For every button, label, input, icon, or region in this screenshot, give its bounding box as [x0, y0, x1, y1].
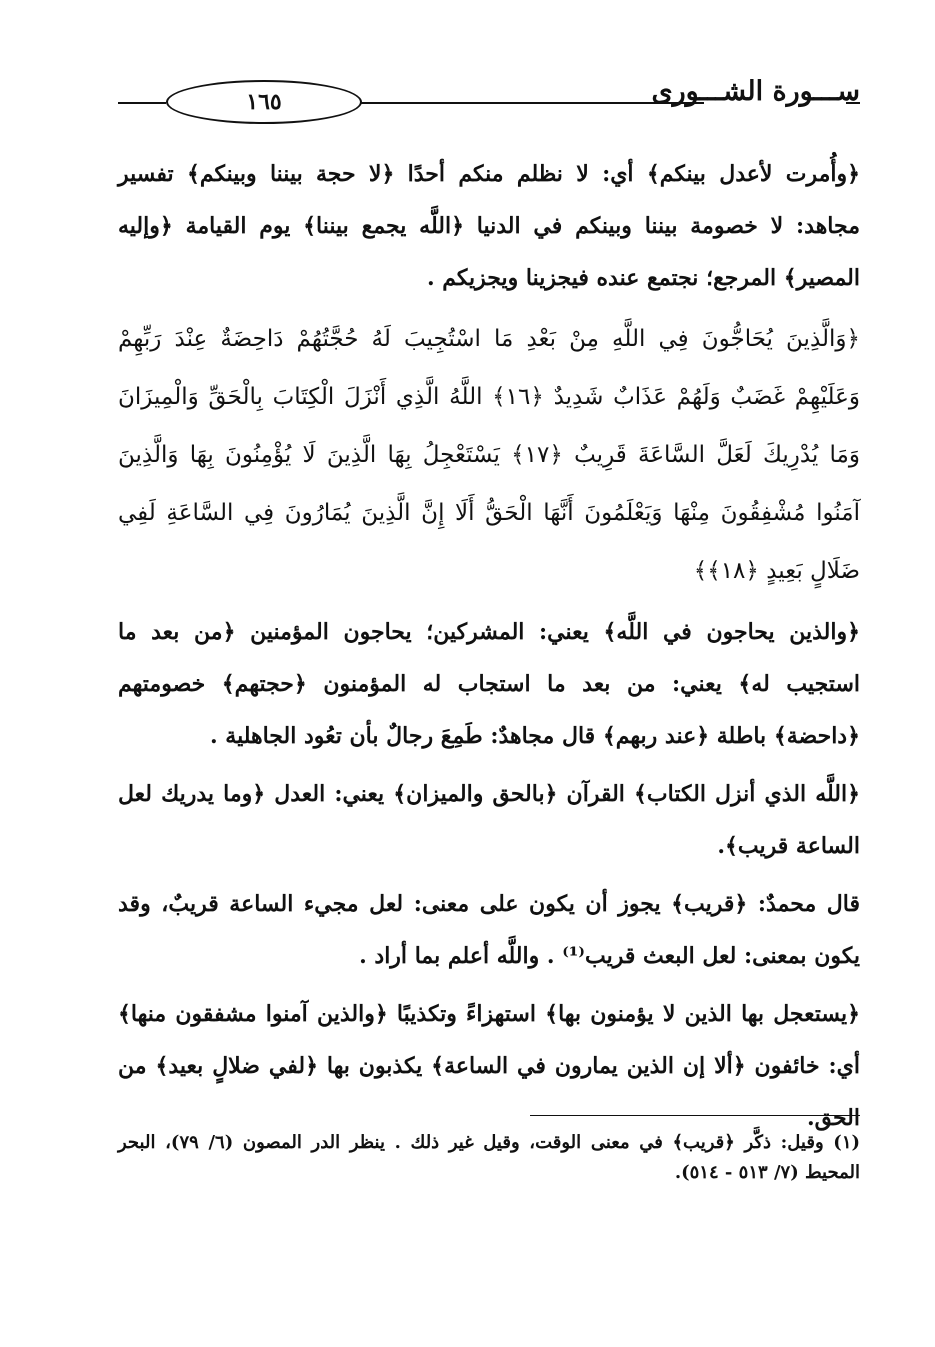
paragraph-commentary-5: ﴿يستعجل بها الذين لا يؤمنون بها﴾ استهزاءً وتكذيبًا ﴿والذين آمنوا مشفقون منها﴾ أي: خائفون ﴿ألا إن الذين يمارون في الساعة﴾ يكذبون بها ﴿لفي ضلالٍ بعيد﴾ من الحق. — [118, 1001, 860, 1131]
surah-title: ســـورة الشـــورى — [651, 76, 860, 107]
paragraph-commentary-2: ﴿والذين يحاجون في اللَّه﴾ يعني: المشركين؛ يحاجون المؤمنين ﴿من بعد ما استجيب له﴾ يعني: من بعد ما استجاب له المؤمنون ﴿حجتهم﴾ خصومتهم ﴿داحضة﴾ باطلة ﴿عند ربهم﴾ قال مجاهدٌ: طَمِعَ رجالٌ بأن تعُود الجاهلية . — [118, 619, 860, 749]
paragraph-commentary-4: قال محمدٌ: ﴿قريب﴾ يجوز أن يكون على معنى: لعل مجيء الساعة قريبٌ، وقد يكون بمعنى: لعل البعث قريب⁽¹⁾ . واللَّه أعلم بما أراد . — [118, 891, 860, 969]
page-header — [118, 74, 860, 130]
footnote: (١) وقيل: ذكَّر ﴿قريب﴾ في معنى الوقت، وقيل غير ذلك . ينظر الدر المصون (٦/ ٧٩)، البحر المحيط (٧/ ٥١٣ - ٥١٤). — [118, 1132, 861, 1183]
header-rule-right — [846, 102, 860, 104]
quran-verses-block: ﴿وَالَّذِينَ يُحَاجُّونَ فِي اللَّهِ مِنْ بَعْدِ مَا اسْتُجِيبَ لَهُ حُجَّتُهُمْ دَاحِضَةٌ عِنْدَ رَبِّهِمْ وَعَلَيْهِمْ غَضَبٌ وَلَهُمْ عَذَابٌ شَدِيدٌ ﴿١٦﴾ اللَّهُ الَّذِي أَنْزَلَ الْكِتَابَ بِالْحَقِّ وَالْمِيزَانَ وَمَا يُدْرِيكَ لَعَلَّ السَّاعَةَ قَرِيبٌ ﴿١٧﴾ يَسْتَعْجِلُ بِهَا الَّذِينَ لَا يُؤْمِنُونَ بِهَا وَالَّذِينَ آمَنُوا مُشْفِقُونَ مِنْهَا وَيَعْلَمُونَ أَنَّهَا الْحَقُّ أَلَا إِنَّ الَّذِينَ يُمَارُونَ فِي السَّاعَةِ لَفِي ضَلَالٍ بَعِيدٍ ﴿١٨﴾﴾ — [118, 326, 860, 584]
footnote-separator — [530, 1115, 860, 1116]
paragraph-commentary-1: ﴿وأُمرت لأعدل بينكم﴾ أي: لا نظلم منكم أحدًا ﴿لا حجة بيننا وبينكم﴾ تفسير مجاهد: لا خصومة بيننا وبينكم في الدنيا ﴿اللَّه يجمع بيننا﴾ يوم القيامة ﴿وإليه المصير﴾ المرجع؛ نجتمع عنده فيجزينا ويجزيكم . — [118, 161, 860, 291]
paragraph-commentary-3: ﴿اللَّه الذي أنزل الكتاب﴾ القرآن ﴿بالحق والميزان﴾ يعني: العدل ﴿وما يدريك لعل الساعة قريب﴾. — [118, 781, 860, 859]
page-number: ١٦٥ — [166, 80, 362, 124]
header-rule-left — [118, 102, 166, 104]
main-text — [118, 148, 860, 1150]
